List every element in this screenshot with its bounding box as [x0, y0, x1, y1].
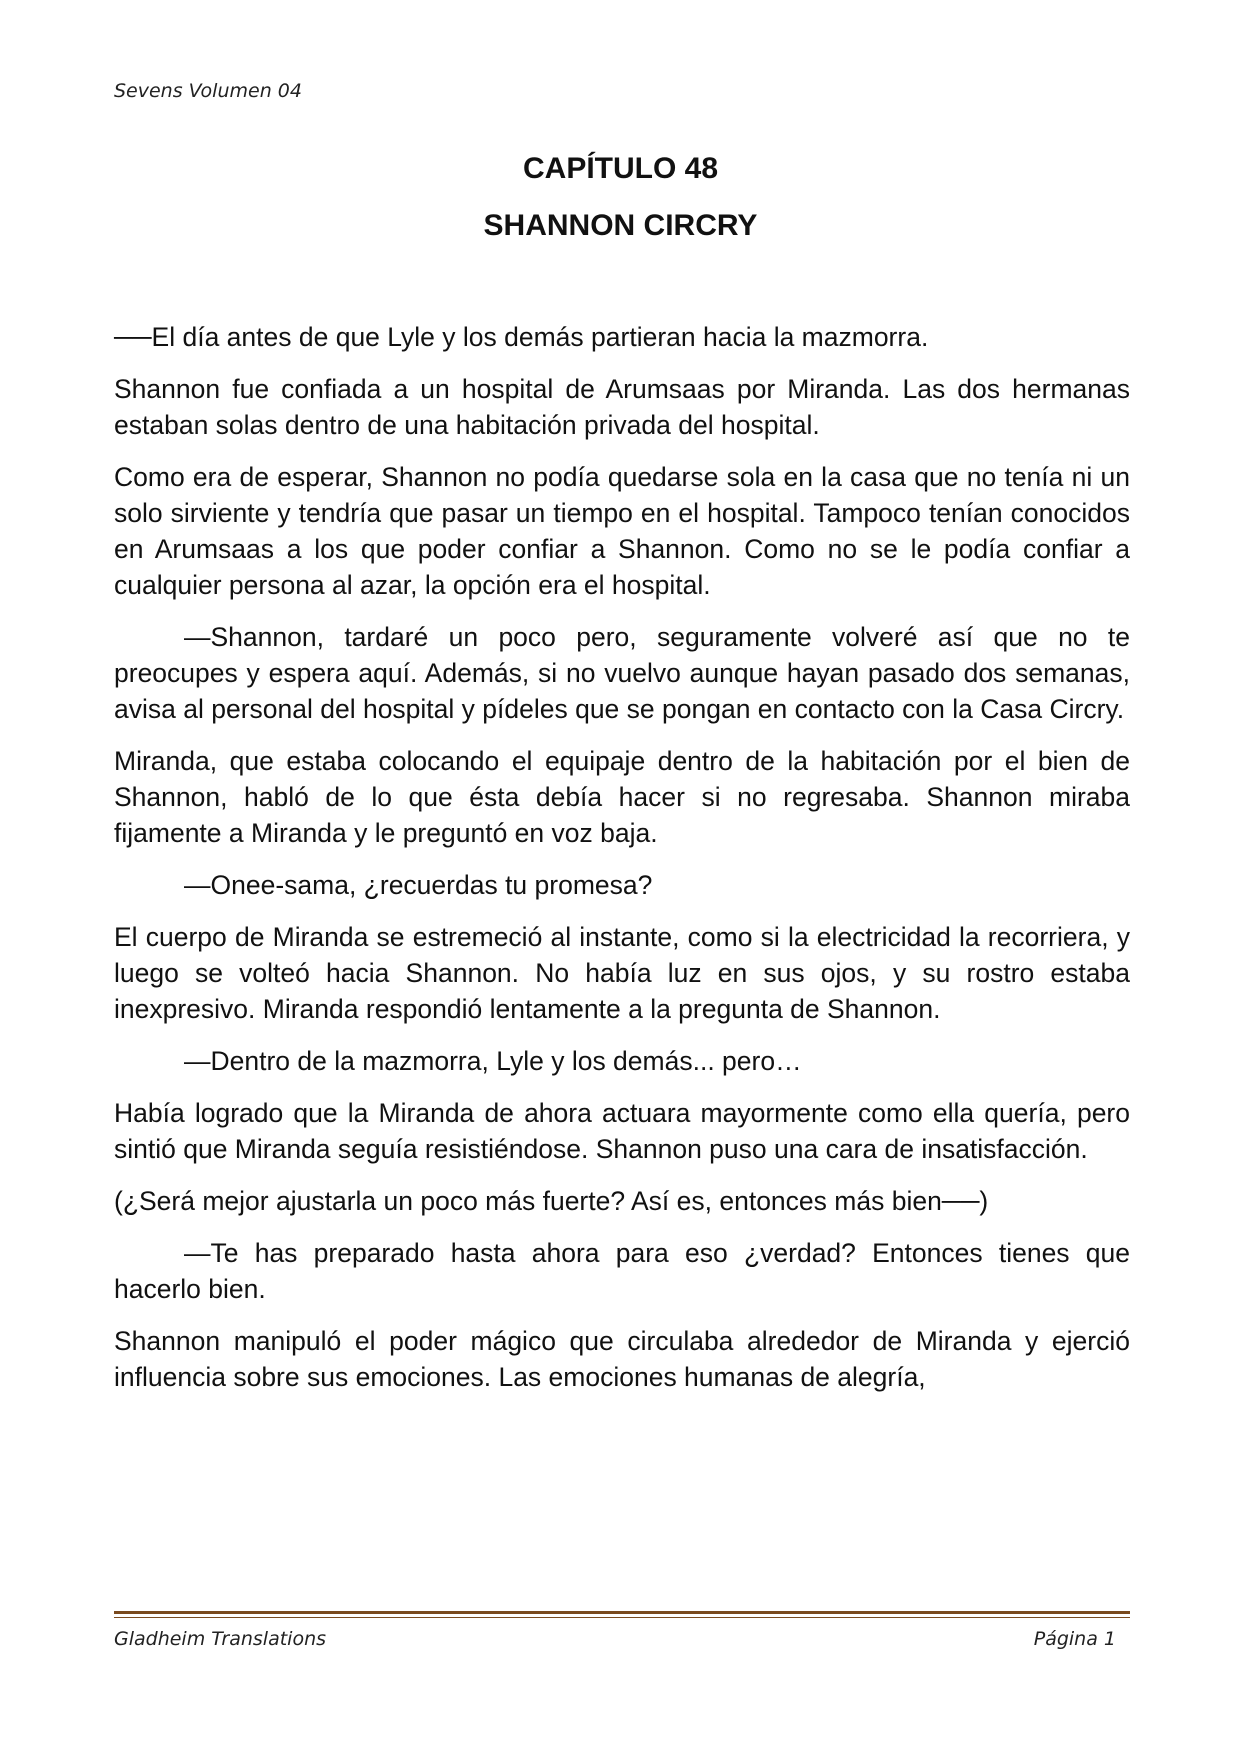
footer-rule-thin	[114, 1617, 1130, 1618]
paragraph: (¿Será mejor ajustarla un poco más fuerte? Así es, entonces más bien──)	[114, 1186, 989, 1216]
paragraph: ──El día antes de que Lyle y los demás partieran hacia la mazmorra.	[114, 322, 929, 352]
paragraph: Shannon fue confiada a un hospital de Arumsaas por Miranda. Las dos hermanas estaban solas dentro de una habitación privada del hospital.	[114, 374, 1130, 440]
chapter-number: CAPÍTULO 48	[522, 152, 719, 185]
paragraph: Había logrado que la Miranda de ahora actuara mayormente como ella quería, pero sintió que Miranda seguía resistiéndose. Shannon puso una cara de insatisfacción.	[114, 1098, 1130, 1164]
page-number: Página 1	[1033, 1628, 1116, 1650]
paragraph: Shannon manipuló el poder mágico que circulaba alrededor de Miranda y ejerció influencia sobre sus emociones. Las emociones humanas de alegría,	[114, 1326, 1130, 1392]
chapter-body	[114, 319, 1130, 1411]
footer-publisher: Gladheim Translations	[114, 1628, 327, 1650]
running-header: Sevens Volumen 04	[114, 80, 302, 102]
footer-rule	[114, 1611, 1130, 1614]
paragraph: Miranda, que estaba colocando el equipaje dentro de la habitación por el bien de Shannon, habló de lo que ésta debía hacer si no regresaba. Shannon miraba fijamente a Miranda y le preguntó en voz baja.	[114, 746, 1130, 848]
dialogue-paragraph: —Shannon, tardaré un poco pero, seguramente volveré así que no te preocupes y espera aquí. Además, si no vuelvo aunque hayan pasado dos semanas, avisa al personal del hospital y pídeles que se pongan en contacto con la Casa Circry.	[114, 622, 1130, 724]
paragraph: El cuerpo de Miranda se estremeció al instante, como si la electricidad la recorriera, y luego se volteó hacia Shannon. No había luz en sus ojos, y su rostro estaba inexpresivo. Miranda respondió lentamente a la pregunta de Shannon.	[114, 922, 1130, 1024]
paragraph: Como era de esperar, Shannon no podía quedarse sola en la casa que no tenía ni un solo sirviente y tendría que pasar un tiempo en el hospital. Tampoco tenían conocidos en Arumsaas a los que poder confiar a Shannon. Como no se le podía confiar a cualquier persona al azar, la opción era el hospital.	[114, 462, 1130, 600]
dialogue-paragraph: —Te has preparado hasta ahora para eso ¿verdad? Entonces tienes que hacerlo bien.	[114, 1238, 1130, 1304]
chapter-title: SHANNON CIRCRY	[483, 209, 758, 242]
dialogue-paragraph: —Onee-sama, ¿recuerdas tu promesa?	[184, 870, 653, 900]
dialogue-paragraph: —Dentro de la mazmorra, Lyle y los demás... pero…	[184, 1046, 802, 1076]
